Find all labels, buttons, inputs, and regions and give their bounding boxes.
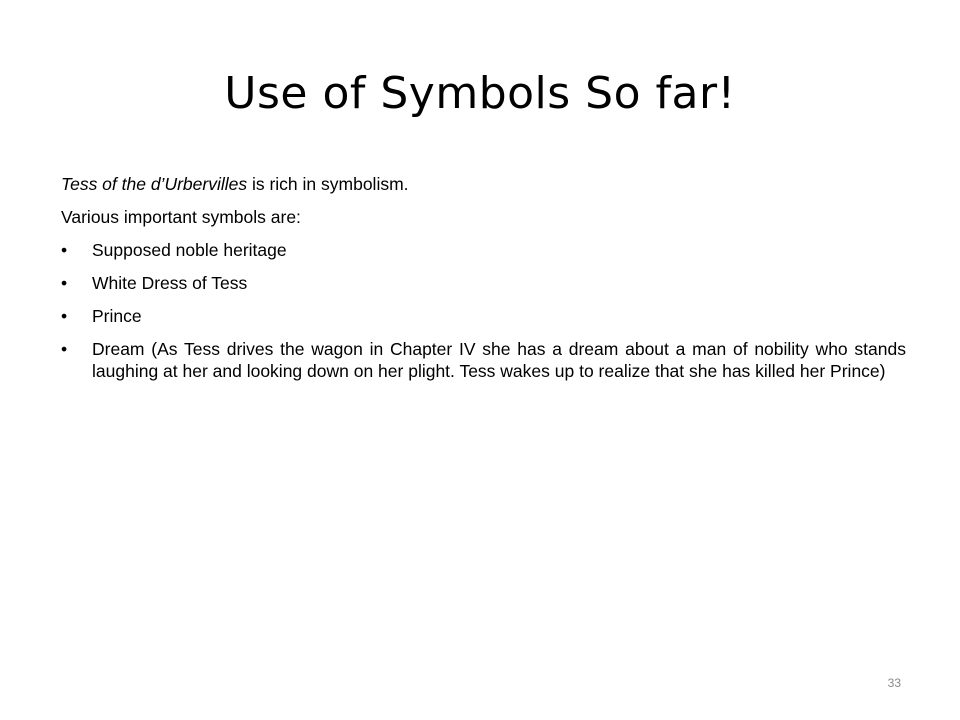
list-item-text: Supposed noble heritage <box>92 240 287 260</box>
intro-text: is rich in symbolism. <box>247 174 409 194</box>
list-item-text: Dream (As Tess drives the wagon in Chapter IV she has a dream about a man of nobility who stands laughing at her and looking down on her plight. Tess wakes up to realize that she has killed her Prince) <box>92 339 906 381</box>
bullet-icon: • <box>61 339 68 359</box>
bullet-icon: • <box>61 240 68 260</box>
intro-paragraph <box>61 173 906 195</box>
list-item-text: Prince <box>92 306 142 326</box>
slide-body <box>61 173 906 393</box>
book-title: Tess of the d’Urbervilles <box>61 174 248 194</box>
bullet-icon: • <box>61 306 68 326</box>
page-number: 33 <box>887 676 901 690</box>
lead-paragraph: Various important symbols are: <box>61 207 301 227</box>
list-item <box>61 305 906 327</box>
slide-title: Use of Symbols So far! <box>224 68 736 119</box>
list-item <box>61 338 906 382</box>
list-item <box>61 272 906 294</box>
list-item-text: White Dress of Tess <box>92 273 248 293</box>
bullet-icon: • <box>61 273 68 293</box>
list-item <box>61 239 906 261</box>
symbol-list <box>61 239 906 382</box>
